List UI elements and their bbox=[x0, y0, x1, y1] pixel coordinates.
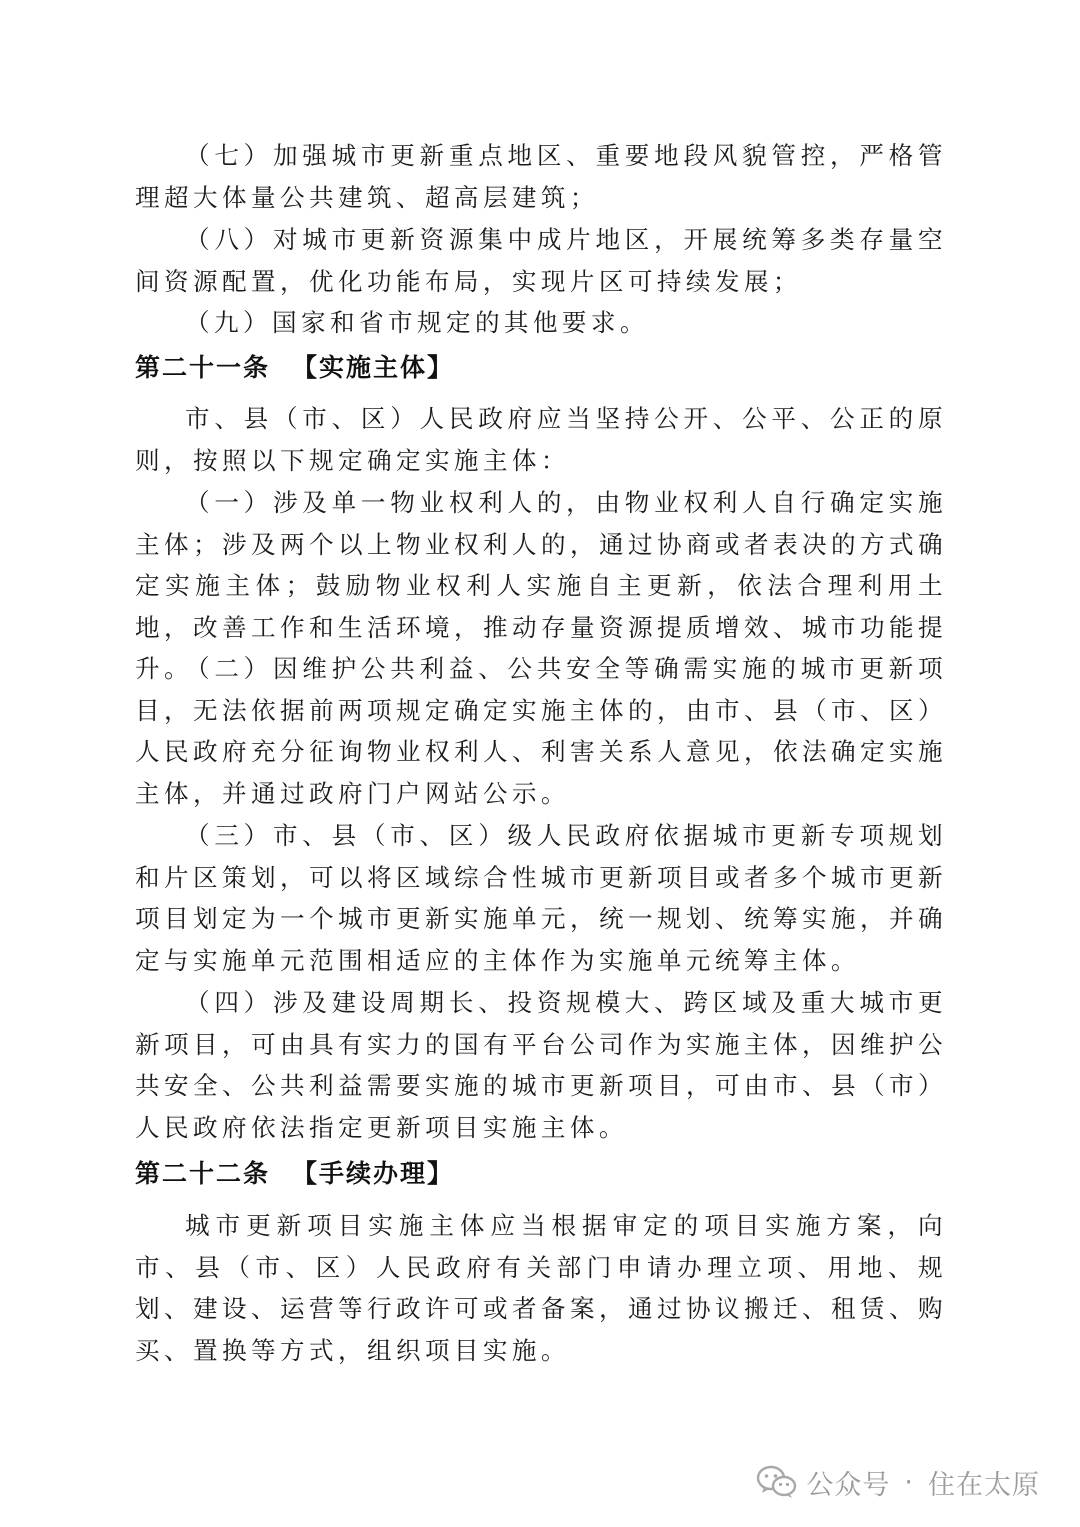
article-21-item-1: （一）涉及单一物业权利人的，由物业权利人自行确定实施主体；涉及两个以上物业权利人的，通过协商或者表决的方式确定实施主体；鼓励物业权利人实施自主更新，依法合理利用土地，改善工作和生活环境，推动存量资源提质增效、城市功能提升。 bbox=[135, 488, 947, 683]
watermark-account: 住在太原 bbox=[928, 1469, 1040, 1501]
watermark bbox=[756, 1460, 1040, 1504]
watermark-separator: · bbox=[904, 1466, 914, 1498]
article-22-title: 【手续办理】 bbox=[292, 1159, 455, 1188]
wechat-icon bbox=[756, 1464, 798, 1500]
paragraph-clause-7: （七）加强城市更新重点地区、重要地段风貌管控，严格管理超大体量公共建筑、超高层建筑； bbox=[135, 141, 947, 212]
article-21-item-2-block bbox=[135, 648, 947, 814]
article-22-body-block bbox=[135, 1205, 947, 1371]
article-22-heading-block bbox=[135, 1153, 947, 1194]
article-21-item-3: （三）市、县（市、区）级人民政府依据城市更新专项规划和片区策划，可以将区域综合性城市更新项目或者多个城市更新项目划定为一个城市更新实施单元，统一规划、统筹实施，并确定与实施单元范围相适应的主体作为实施单元统筹主体。 bbox=[135, 821, 947, 975]
article-21-number: 第二十一条 bbox=[135, 353, 271, 382]
article-21-title: 【实施主体】 bbox=[292, 353, 455, 382]
article-22-number: 第二十二条 bbox=[135, 1159, 271, 1188]
article-21-item-4-block bbox=[135, 982, 947, 1148]
clause-7 bbox=[135, 135, 947, 218]
paragraph-clause-8: （八）对城市更新资源集中成片地区，开展统筹多类存量空间资源配置，优化功能布局，实现片区可持续发展； bbox=[135, 225, 947, 296]
article-22-heading bbox=[135, 1153, 947, 1194]
article-21-intro: 市、县（市、区）人民政府应当坚持公开、公平、公正的原则，按照以下规定确定实施主体： bbox=[135, 404, 947, 475]
article-21-heading-block bbox=[135, 347, 947, 388]
article-21-item-4: （四）涉及建设周期长、投资规模大、跨区域及重大城市更新项目，可由具有实力的国有平台公司作为实施主体，因维护公共安全、公共利益需要实施的城市更新项目，可由市、县（市）人民政府依法指定更新项目实施主体。 bbox=[135, 988, 947, 1142]
article-22-body: 城市更新项目实施主体应当根据审定的项目实施方案，向市、县（市、区）人民政府有关部门申请办理立项、用地、规划、建设、运营等行政许可或者备案，通过协议搬迁、租赁、购买、置换等方式，组织项目实施。 bbox=[135, 1211, 947, 1365]
paragraph-clause-9: （九）国家和省市规定的其他要求。 bbox=[185, 308, 649, 337]
article-21-intro-block bbox=[135, 398, 947, 481]
article-21-heading bbox=[135, 347, 947, 388]
watermark-label: 公众号 bbox=[806, 1469, 891, 1501]
article-21-item-3-block bbox=[135, 815, 947, 981]
article-21-item-2: （二）因维护公共利益、公共安全等确需实施的城市更新项目，无法依据前两项规定确定实施主体的，由市、县（市、区）人民政府充分征询物业权利人、利害关系人意见，依法确定实施主体，并通过政府门户网站公示。 bbox=[135, 654, 947, 808]
clause-8 bbox=[135, 219, 947, 302]
clause-9 bbox=[135, 302, 947, 344]
